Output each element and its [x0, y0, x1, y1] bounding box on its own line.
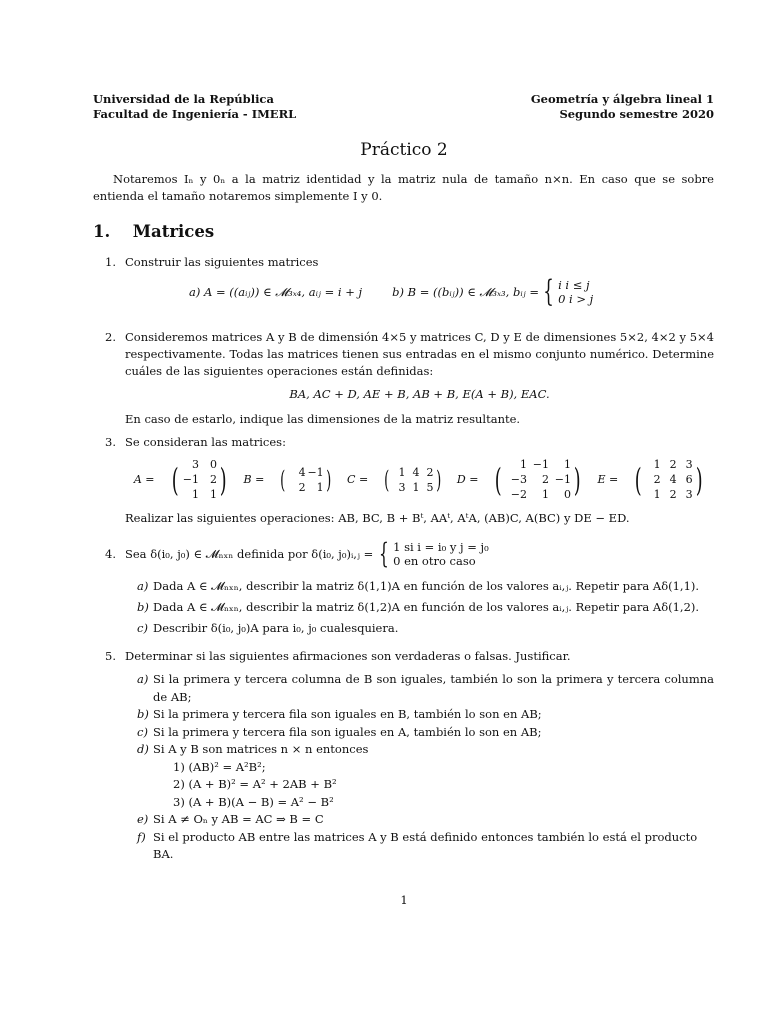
matrix-cell: 1 [210, 488, 217, 501]
matrix-cell: 5 [426, 480, 434, 494]
matrix-cell: −1 [182, 473, 199, 486]
nested-item-2: 2) (A + B)² = A² + 2AB + B² [173, 777, 337, 791]
matrix-cell: 1 [563, 458, 571, 471]
nested-item-3: 3) (A + B)(A − B) = A² − B² [173, 794, 334, 809]
exercise-text: Consideremos matrices A y B de dimensión 4×5 y matrices C, D y E de dimensiones 5×2, 4×2 y 5×4 respectivamente. Todas las matrices tienen sus entradas en el mismo conjunto numérico. Determine cuáles de las siguientes operaciones están definidas: [125, 330, 714, 378]
sub-item-label: d) [137, 742, 149, 756]
section-heading [93, 222, 214, 241]
matrix-b-label: B = [243, 473, 265, 486]
matrix-a: ( 3 0 −1 2 1 1 ) [171, 458, 227, 501]
exercise-number: 1. [105, 255, 116, 269]
matrix-cell: 4 [298, 465, 306, 479]
matrix-cell: 3 [398, 480, 406, 494]
matrix-cell: 2 [669, 488, 677, 501]
exercise-text: Determinar si las siguientes afirmaciones son verdaderas o falsas. Justificar. [125, 649, 571, 663]
sub-item-c [137, 724, 714, 742]
matrix-b: ( 4 −1 2 1 ) [280, 465, 331, 494]
matrix-cell: 1 [519, 458, 527, 471]
sub-item-b [137, 597, 714, 618]
matrix-cell: 2 [426, 465, 434, 479]
course-name: Geometría y álgebra lineal 1 [530, 92, 714, 106]
sub-item-label: b) [137, 707, 149, 721]
matrix-cell: −1 [532, 458, 549, 471]
matrix-cell: 1 [653, 488, 661, 501]
matrix-e: ( 1 2 3 2 4 6 1 2 3 ) [634, 458, 703, 501]
sub-item-text: Si el producto AB entre las matrices A y B está definido entonces también lo está el producto BA. [153, 829, 698, 861]
nested-item-1: 1) (AB)² = A²B²; [173, 759, 266, 774]
header-right [531, 92, 714, 122]
case-1: i i ≤ j [558, 278, 590, 292]
sub-item-text: Si la primera y tercera columna de B son iguales, también lo son la primera y tercera columna de AB; [153, 672, 714, 704]
matrix-cell: 1 [316, 480, 324, 494]
sub-item-e [137, 811, 714, 829]
matrix-cell: −3 [510, 473, 527, 486]
sub-item-label: c) [137, 724, 148, 739]
matrix-cell: 2 [541, 473, 549, 486]
sub-item-label: a) [137, 579, 149, 593]
matrix-cell: 1 [192, 488, 199, 501]
sub-item-text: Dada A ∈ 𝓜ₙₓₙ, describir la matriz δ(1,1)A en función de los valores aᵢ,ⱼ. Repetir para Aδ(1,1). [153, 579, 700, 593]
sub-item-a [137, 671, 714, 706]
exercise-text: Construir las siguientes matrices [125, 255, 319, 269]
def-a: a) A = ((aᵢⱼ)) ∈ 𝓜₃ₓ₄, aᵢⱼ = i + j [189, 284, 363, 299]
matrix-cell: 3 [192, 458, 199, 471]
faculty-name: Facultad de Ingeniería - IMERL [93, 107, 297, 121]
matrix-cell: −1 [554, 473, 571, 486]
sub-item-text: Dada A ∈ 𝓜ₙₓₙ, describir la matriz δ(1,2)A en función de los valores aᵢ,ⱼ. Repetir para Aδ(1,2). [153, 600, 700, 614]
exercise-4 [93, 537, 714, 639]
exercise-text: Sea δ(i₀, j₀) ∈ 𝓜ₙₓₙ definida por δ(i₀, j₀)ᵢ,ⱼ = [125, 546, 374, 561]
section-title: Matrices [132, 222, 215, 241]
matrix-cell: −2 [510, 488, 527, 501]
university-name: Universidad de la República [93, 92, 274, 106]
sub-item-b [137, 706, 714, 724]
exercise-number: 5. [105, 649, 116, 663]
sub-items [93, 671, 714, 864]
case-1: 1 si i = i₀ y j = j₀ [393, 540, 489, 554]
exercise-number: 2. [105, 330, 116, 344]
exercise-number: 3. [105, 435, 116, 449]
page-title: Práctico 2 [360, 140, 448, 160]
sub-items [93, 576, 714, 639]
matrix-e-label: E = [597, 473, 619, 486]
matrix-cell: 4 [412, 465, 420, 479]
brace: { [379, 537, 390, 570]
matrix-cell: 2 [298, 480, 306, 494]
sub-item-text: Si A ≠ Oₙ y AB = AC ⇒ B = C [153, 812, 324, 826]
sub-item-label: f) [137, 829, 146, 844]
matrix-cell: 6 [685, 473, 693, 486]
case-2: 0 en otro caso [393, 554, 476, 568]
exercise-text: Se consideran las matrices: [125, 435, 286, 449]
exercise-1 [93, 254, 714, 307]
exercise-number: 4. [105, 546, 116, 561]
exercise-followup: En caso de estarlo, indique las dimensiones de la matriz resultante. [125, 412, 521, 426]
semester: Segundo semestre 2020 [559, 107, 714, 121]
matrix-cell: 4 [669, 473, 677, 486]
matrix-d: ( 1 −1 1 −3 2 −1 −2 1 0 ) [495, 458, 581, 501]
operations-list: BA, AC + D, AE + B, AB + B, E(A + B), EAC. [289, 387, 550, 401]
sub-item-label: c) [137, 621, 148, 635]
exercise-2 [93, 329, 714, 428]
brace: { [543, 274, 554, 309]
matrix-cell: 3 [685, 488, 693, 501]
sub-item-label: e) [137, 812, 149, 826]
matrix-a-label: A = [133, 473, 155, 486]
exercise-5 [93, 648, 714, 864]
operations-text: Realizar las siguientes operaciones: AB, BC, B + Bᵗ, AAᵗ, AᵗA, (AB)C, A(BC) y DE − ED. [125, 511, 630, 525]
matrix-cell: 1 [653, 458, 661, 471]
page-number: 1 [400, 893, 408, 907]
matrix-cell: 1 [541, 488, 549, 501]
matrices-row [125, 457, 714, 502]
matrix-c: ( 1 4 2 3 1 5 ) [384, 465, 441, 494]
matrix-cell: 1 [412, 480, 420, 494]
exercise-4-definition [93, 537, 714, 570]
matrix-cell: 2 [669, 458, 677, 471]
matrix-cell: 0 [210, 458, 217, 471]
cases [558, 278, 593, 306]
sub-item-text: Describir δ(i₀, j₀)A para i₀, j₀ cualesquiera. [153, 621, 399, 635]
matrix-cell: 2 [210, 473, 217, 486]
header-left [93, 92, 296, 122]
case-2: 0 i > j [558, 292, 594, 306]
sub-item-d [137, 741, 714, 759]
matrix-cell: 2 [653, 473, 661, 486]
sub-item-text: Si A y B son matrices n × n entonces [153, 742, 369, 756]
matrix-definitions [189, 274, 714, 309]
matrix-cell: 3 [685, 458, 693, 471]
matrix-d-label: D = [456, 473, 479, 486]
sub-item-text: Si la primera y tercera fila son iguales en A, también lo son en AB; [153, 724, 542, 739]
sub-item-f [137, 829, 714, 864]
matrix-c-label: C = [347, 473, 369, 486]
intro-paragraph: Notaremos Iₙ y 0ₙ a la matriz identidad y la matriz nula de tamaño n×n. En caso que se sobre entienda el tamaño notaremos simplemente I y 0. [93, 172, 714, 203]
def-b: b) B = ((bᵢⱼ)) ∈ 𝓜₃ₓ₃, bᵢⱼ = [392, 284, 539, 299]
sub-item-label: a) [137, 672, 149, 686]
matrix-cell: −1 [307, 465, 324, 479]
exercise-3 [93, 434, 714, 527]
sub-item-text: Si la primera y tercera fila son iguales en B, también lo son en AB; [153, 707, 542, 721]
sub-item-c [137, 618, 714, 639]
matrix-cell: 1 [398, 465, 406, 479]
section-number: 1. [93, 222, 111, 241]
matrix-cell: 0 [563, 488, 571, 501]
sub-item-label: b) [137, 600, 149, 614]
cases [393, 540, 489, 568]
page-header [93, 92, 714, 122]
sub-item-a [137, 576, 714, 597]
